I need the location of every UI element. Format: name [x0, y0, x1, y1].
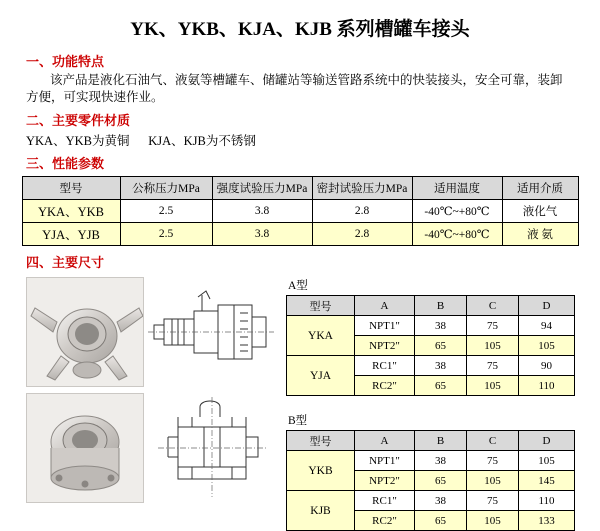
- perf-cell: 2.5: [120, 200, 212, 223]
- perf-cell: 2.5: [120, 223, 212, 246]
- section-3-heading: 三、性能参数: [26, 156, 105, 171]
- dim-cell: RC2": [355, 376, 415, 396]
- dim-header-cell: 型号: [287, 296, 355, 316]
- dim-cell: 110: [519, 491, 575, 511]
- dim-cell: 38: [415, 316, 467, 336]
- dim-cell: NPT2": [355, 471, 415, 491]
- table-row: [287, 316, 575, 336]
- dim-cell: 105: [467, 511, 519, 531]
- perf-cell-model: YKA、YKB: [22, 200, 120, 223]
- perf-cell: -40℃~+80℃: [412, 200, 502, 223]
- dim-header-cell: A: [355, 431, 415, 451]
- perf-header-cell: 适用温度: [412, 177, 502, 200]
- dim-cell: NPT1": [355, 316, 415, 336]
- dim-cell: 65: [415, 336, 467, 356]
- perf-cell-model: YJA、YJB: [22, 223, 120, 246]
- dim-header-cell: B: [415, 296, 467, 316]
- table-row: [22, 200, 578, 223]
- perf-cell: 3.8: [212, 223, 312, 246]
- dim-header-cell: D: [519, 296, 575, 316]
- perf-header-cell: 密封试验压力MPa: [312, 177, 412, 200]
- performance-table: [22, 176, 579, 246]
- dim-cell-model: YKA: [287, 316, 355, 356]
- dim-cell: 145: [519, 471, 575, 491]
- dim-cell-model: YJA: [287, 356, 355, 396]
- dim-cell: 105: [467, 471, 519, 491]
- dim-cell: NPT1": [355, 451, 415, 471]
- dim-header-cell: D: [519, 431, 575, 451]
- dim-header-cell: A: [355, 296, 415, 316]
- type-a-label: A型: [288, 280, 308, 292]
- perf-header-cell: 适用介质: [502, 177, 578, 200]
- perf-cell: 2.8: [312, 223, 412, 246]
- dim-cell: RC2": [355, 511, 415, 531]
- dim-header-cell: B: [415, 431, 467, 451]
- dim-cell: RC1": [355, 356, 415, 376]
- coupling-drawing-b: [148, 393, 274, 503]
- dim-cell-model: YKB: [287, 451, 355, 491]
- dim-cell: 65: [415, 511, 467, 531]
- table-header-row: [287, 431, 575, 451]
- dim-cell: NPT2": [355, 336, 415, 356]
- table-row: [22, 223, 578, 246]
- dim-cell: 105: [467, 336, 519, 356]
- table-header-row: [22, 177, 578, 200]
- dim-cell: 38: [415, 491, 467, 511]
- dim-header-cell: C: [467, 431, 519, 451]
- page-title: YK、YKB、KJA、KJB 系列槽罐车接头: [130, 19, 470, 40]
- dim-cell: 133: [519, 511, 575, 531]
- dim-cell: 94: [519, 316, 575, 336]
- dim-cell: 75: [467, 491, 519, 511]
- dim-cell: 90: [519, 356, 575, 376]
- section-1-body: [26, 72, 574, 106]
- figure-column: [12, 277, 280, 531]
- table-row: [287, 356, 575, 376]
- dim-cell: 65: [415, 376, 467, 396]
- section-1-text: 该产品是液化石油气、液氨等槽罐车、储罐站等输送管路系统中的快装接头，安全可靠，装卸方便，可实现快速作业。: [26, 73, 563, 104]
- section-2-body: YKA、YKB为黄铜 KJA、KJB为不锈钢: [26, 134, 256, 148]
- type-b-label: B型: [288, 415, 308, 427]
- dimension-tables-column: [280, 277, 580, 531]
- table-gap: [286, 396, 580, 412]
- figure-row-a: [26, 277, 280, 387]
- dim-cell: 75: [467, 356, 519, 376]
- coupling-drawing-a: [148, 277, 274, 387]
- dim-cell: 38: [415, 451, 467, 471]
- coupling-photo-a: [26, 277, 144, 387]
- dim-cell: 38: [415, 356, 467, 376]
- figures-area: [12, 277, 588, 531]
- perf-cell: 液化气: [502, 200, 578, 223]
- dim-cell: 110: [519, 376, 575, 396]
- perf-cell: 2.8: [312, 200, 412, 223]
- table-header-row: [287, 296, 575, 316]
- perf-cell: 3.8: [212, 200, 312, 223]
- table-row: [287, 491, 575, 511]
- dim-cell: RC1": [355, 491, 415, 511]
- perf-cell: 液 氨: [502, 223, 578, 246]
- section-2-heading: 二、主要零件材质: [26, 113, 131, 128]
- section-1-heading: 一、功能特点: [26, 54, 105, 69]
- perf-header-cell: 型号: [22, 177, 120, 200]
- dim-header-cell: 型号: [287, 431, 355, 451]
- dim-cell: 65: [415, 471, 467, 491]
- dim-cell: 75: [467, 451, 519, 471]
- dim-cell: 75: [467, 316, 519, 336]
- dim-cell: 105: [519, 451, 575, 471]
- perf-header-cell: 强度试验压力MPa: [212, 177, 312, 200]
- figure-row-b: [26, 393, 280, 503]
- coupling-photo-b: [26, 393, 144, 503]
- perf-cell: -40℃~+80℃: [412, 223, 502, 246]
- table-row: [287, 451, 575, 471]
- perf-header-cell: 公称压力MPa: [120, 177, 212, 200]
- section-4-heading: 四、主要尺寸: [26, 255, 105, 270]
- dim-cell: 105: [467, 376, 519, 396]
- dim-cell-model: KJB: [287, 491, 355, 531]
- dim-cell: 105: [519, 336, 575, 356]
- dim-header-cell: C: [467, 296, 519, 316]
- type-a-table: [286, 295, 575, 396]
